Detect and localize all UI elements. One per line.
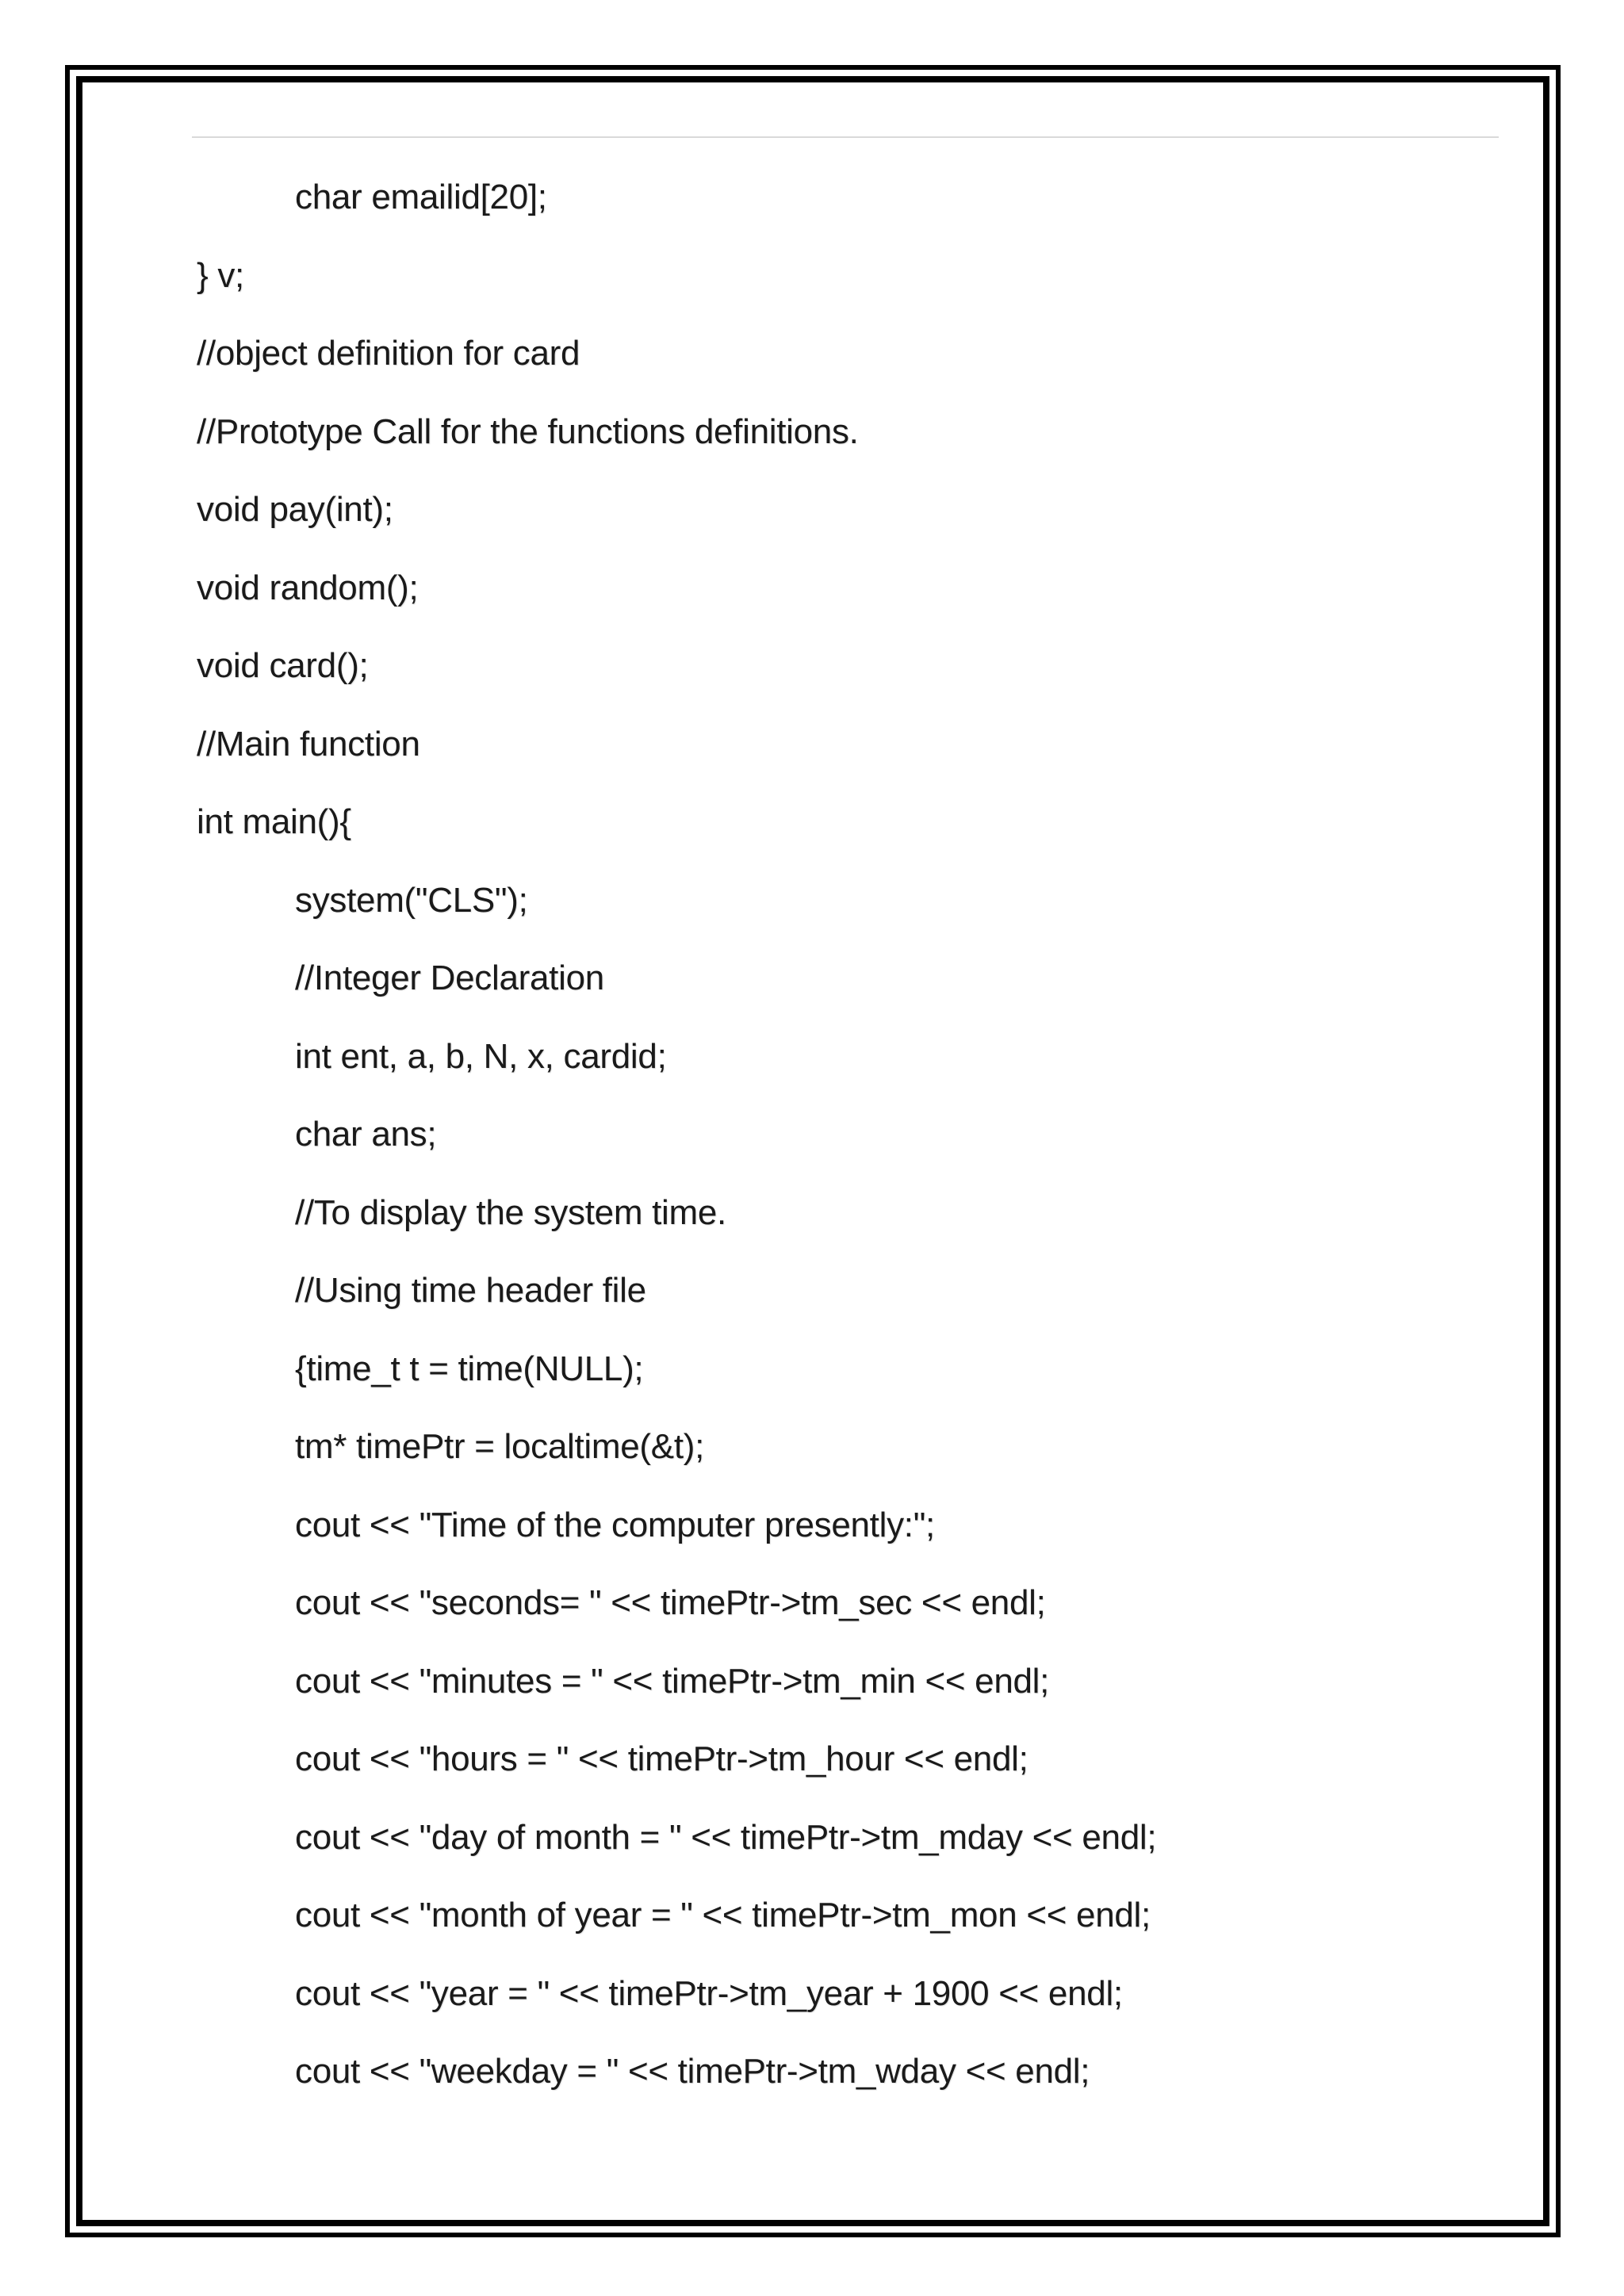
code-line: cout << "year = " << timePtr->tm_year + 1900 << endl; bbox=[295, 1973, 1123, 2013]
code-line: char emailid[20]; bbox=[295, 178, 547, 216]
code-line: system("CLS"); bbox=[295, 880, 528, 920]
code-line: //Main function bbox=[197, 724, 420, 763]
code-line: int ent, a, b, N, x, cardid; bbox=[295, 1036, 667, 1076]
code-line: tm* timePtr = localtime(&t); bbox=[295, 1427, 705, 1466]
code-line: void pay(int); bbox=[197, 490, 393, 529]
code-line: //object definition for card bbox=[197, 334, 580, 373]
code-line: void random(); bbox=[197, 568, 419, 607]
code-line: cout << "Time of the computer presently:"; bbox=[295, 1505, 935, 1544]
code-line: //Integer Declaration bbox=[295, 959, 604, 997]
header-rule bbox=[192, 136, 1499, 138]
code-line: //Prototype Call for the functions definitions. bbox=[197, 411, 859, 451]
code-line: cout << "weekday = " << timePtr->tm_wday << endl; bbox=[295, 2052, 1090, 2091]
code-line: cout << "seconds= " << timePtr->tm_sec << endl; bbox=[295, 1583, 1046, 1622]
code-line: cout << "minutes = " << timePtr->tm_min << endl; bbox=[295, 1661, 1050, 1701]
code-line: cout << "hours = " << timePtr->tm_hour << endl; bbox=[295, 1739, 1028, 1778]
code-line: } v; bbox=[197, 255, 244, 295]
code-line: cout << "month of year = " << timePtr->tm_mon << endl; bbox=[295, 1896, 1151, 1934]
code-line: {time_t t = time(NULL); bbox=[295, 1349, 644, 1388]
code-line: //To display the system time. bbox=[295, 1192, 726, 1232]
code-listing bbox=[197, 170, 1497, 2122]
code-line: int main(){ bbox=[197, 802, 351, 841]
code-line: //Using time header file bbox=[295, 1271, 646, 1310]
code-line: char ans; bbox=[295, 1115, 437, 1154]
code-line: cout << "day of month = " << timePtr->tm_mday << endl; bbox=[295, 1817, 1157, 1857]
code-line: void card(); bbox=[197, 646, 369, 685]
